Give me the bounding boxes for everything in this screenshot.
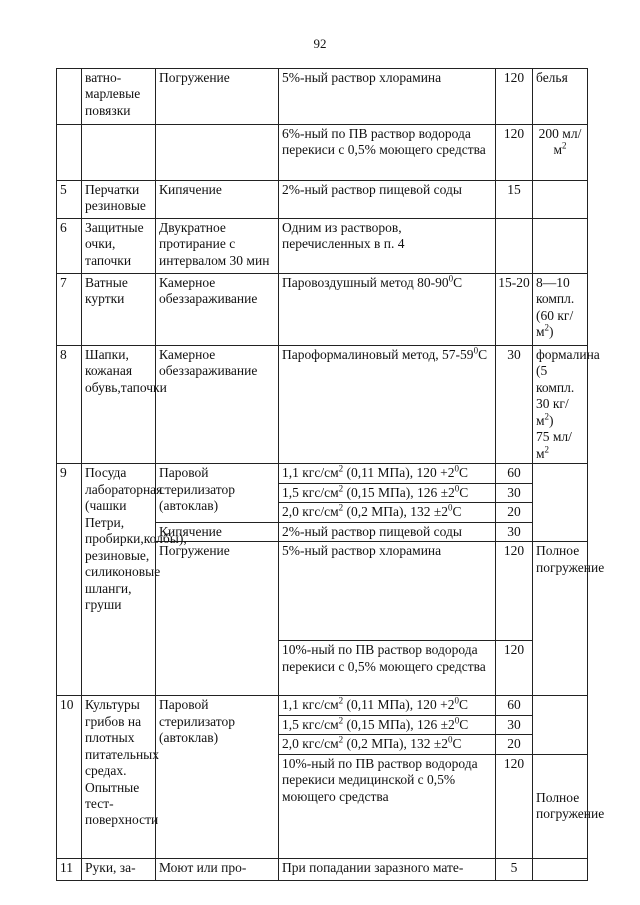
agent-cell: 2%-ный раствор пищевой соды bbox=[279, 522, 496, 541]
degree-sup: 0 bbox=[473, 345, 479, 356]
method-cell: Погружение bbox=[156, 69, 279, 125]
page-number: 92 bbox=[313, 36, 327, 51]
row-number-cell: 11 bbox=[57, 858, 82, 880]
method-cell: Погружение bbox=[156, 542, 279, 696]
note-text: 8—10 компл. (60 кг/м bbox=[536, 275, 575, 340]
note-cell bbox=[533, 181, 588, 219]
object-cell: ватно-марлевые повязки bbox=[82, 69, 156, 125]
agent-text: Паровоздушный метод 80-90 bbox=[282, 275, 449, 290]
note-tail: ) bbox=[549, 324, 554, 340]
method-cell bbox=[156, 125, 279, 181]
table-row bbox=[57, 464, 588, 483]
table-row bbox=[57, 696, 588, 715]
agent-cell: 1,5 кгс/$см^2$ (0,15 МПа), $126 \pm 2^0С$ bbox=[279, 715, 496, 734]
note-cell bbox=[533, 858, 588, 880]
agent-unit: С bbox=[478, 347, 488, 362]
note-cell bbox=[533, 274, 588, 346]
agent-cell bbox=[279, 346, 496, 464]
method-cell: Кипячение bbox=[156, 181, 279, 219]
agent-cell bbox=[279, 274, 496, 346]
note-cell: белья bbox=[533, 69, 588, 125]
table-row bbox=[57, 274, 588, 346]
note-text: Полное погружение bbox=[536, 789, 605, 822]
note-tail: ) bbox=[549, 412, 554, 428]
method-cell: Паровой стерилизатор (автоклав) bbox=[156, 696, 279, 858]
time-cell: 5 bbox=[496, 858, 533, 880]
note-text: 200 мл/м bbox=[538, 126, 582, 158]
object-cell: Культуры грибов на плотных питательных средах. Опытные тест-поверхности bbox=[82, 696, 156, 858]
time-cell: 120 bbox=[496, 542, 533, 641]
note-sup: 2 bbox=[544, 444, 550, 455]
time-cell: 30 bbox=[496, 346, 533, 464]
degree-sup: 0 bbox=[448, 273, 454, 284]
agent-cell: При попадании заразного мате- bbox=[279, 858, 496, 880]
note-text: формалина (5 компл. bbox=[536, 347, 600, 395]
note-cell bbox=[533, 346, 600, 464]
row-number-cell bbox=[57, 69, 82, 125]
method-cell: Моют или про- bbox=[156, 858, 279, 880]
time-cell: 60 bbox=[496, 696, 533, 715]
object-cell bbox=[82, 125, 156, 181]
time-cell: 120 bbox=[496, 69, 533, 125]
agent-cell: 2,0 кгс/$см^2$ (0,2 МПа), $132 \pm 2^0С$ bbox=[279, 503, 496, 522]
object-cell: Посуда лабораторная (чашки Петри, пробирки,колбы), резиновые, силиконовые шланги, груши bbox=[82, 464, 156, 696]
agent-cell: 5%-ный раствор хлорамина bbox=[279, 69, 496, 125]
table-row bbox=[57, 125, 588, 181]
row-number-cell: 7 bbox=[57, 274, 82, 346]
agent-cell: 1,1 кгс/$см^2$ (0,11 МПа), $120 +2^0С$ bbox=[279, 696, 496, 715]
note-cell bbox=[533, 754, 605, 858]
agent-unit: С bbox=[453, 275, 463, 290]
note-sup: 2 bbox=[544, 322, 550, 333]
time-cell: 20 bbox=[496, 503, 533, 522]
note-sup: 2 bbox=[562, 140, 567, 151]
method-cell: Двукратное протирание с интервалом 30 мин bbox=[156, 219, 279, 274]
row-number-cell: 9 bbox=[57, 464, 82, 696]
row-number-cell bbox=[57, 125, 82, 181]
time-cell: 60 bbox=[496, 464, 533, 483]
note-text-b: 30 кг/м bbox=[536, 396, 569, 428]
table-row bbox=[57, 181, 588, 219]
time-cell: 30 bbox=[496, 715, 533, 734]
agent-cell: 1,1 кгс/$см^2$ (0,11 МПа), $120 +2^0С$ bbox=[279, 464, 496, 483]
row-number-cell: 5 bbox=[57, 181, 82, 219]
table-row bbox=[57, 858, 588, 880]
table-row bbox=[57, 346, 588, 464]
method-cell: Паровой стерилизатор (автоклав) bbox=[156, 464, 279, 522]
method-cell: Камерное обеззараживание bbox=[156, 346, 279, 464]
time-cell bbox=[496, 219, 533, 274]
agent-cell: 5%-ный раствор хлорамина bbox=[279, 542, 496, 641]
agent-cell: Одним из растворов, перечисленных в п. 4 bbox=[279, 219, 496, 274]
time-cell: 30 bbox=[496, 522, 533, 541]
note-sup: 2 bbox=[544, 411, 550, 422]
time-cell: 15-20 bbox=[496, 274, 533, 346]
object-cell: Ватные куртки bbox=[82, 274, 156, 346]
object-cell: Защитные очки, тапочки bbox=[82, 219, 156, 274]
agent-cell: 2%-ный раствор пищевой соды bbox=[279, 181, 496, 219]
agent-cell: 2,0 кгс/$см^2$ (0,2 МПа), $132 \pm 2^0С$ bbox=[279, 735, 496, 754]
agent-cell: 10%-ный по ПВ раствор водорода перекиси с 0,5% моющего средства bbox=[279, 641, 496, 696]
method-cell: Кипячение bbox=[156, 522, 279, 541]
object-cell: Шапки, кожаная обувь,тапочки bbox=[82, 346, 156, 464]
row-number-cell: 10 bbox=[57, 696, 82, 858]
time-cell: 30 bbox=[496, 483, 533, 502]
note-cell bbox=[533, 125, 588, 181]
note-cell: Полное погружение bbox=[533, 542, 588, 696]
agent-cell: 6%-ный по ПВ раствор водорода перекиси с 0,5% моющего средства bbox=[279, 125, 496, 181]
table-row bbox=[57, 219, 588, 274]
time-cell: 120 bbox=[496, 125, 533, 181]
disinfection-table bbox=[56, 68, 605, 881]
agent-text: Пароформалиновый метод, 57-59 bbox=[282, 347, 474, 362]
note-cell bbox=[533, 696, 588, 754]
agent-cell: 10%-ный по ПВ раствор водорода перекиси медицинской с 0,5% моющего средства bbox=[279, 754, 496, 858]
row-number-cell: 8 bbox=[57, 346, 82, 464]
object-cell: Перчатки резиновые bbox=[82, 181, 156, 219]
method-cell: Камерное обеззараживание bbox=[156, 274, 279, 346]
row-number-cell: 6 bbox=[57, 219, 82, 274]
note-cell bbox=[533, 219, 588, 274]
object-cell: Руки, за- bbox=[82, 858, 156, 880]
time-cell: 15 bbox=[496, 181, 533, 219]
time-cell: 120 bbox=[496, 641, 533, 696]
note-text-c: 75 мл/м bbox=[536, 429, 572, 461]
time-cell: 20 bbox=[496, 735, 533, 754]
agent-cell: 1,5 кгс/$см^2$ (0,15 МПа), $126 \pm 2^0С$ bbox=[279, 483, 496, 502]
time-cell: 120 bbox=[496, 754, 533, 858]
table-row bbox=[57, 69, 588, 125]
note-cell bbox=[533, 464, 588, 542]
